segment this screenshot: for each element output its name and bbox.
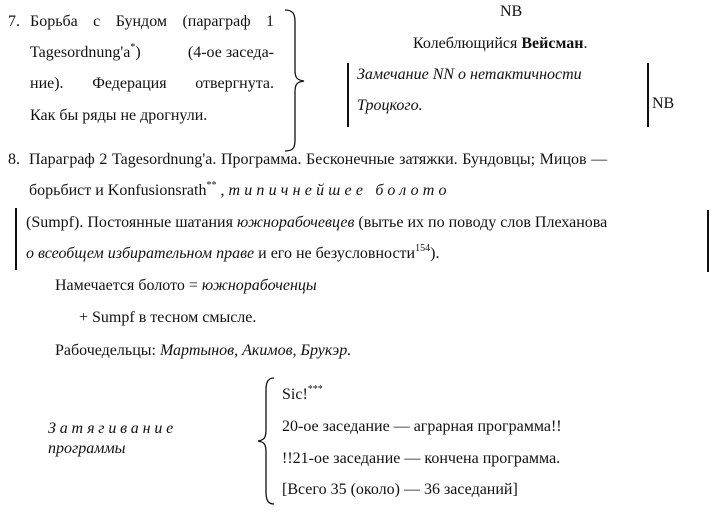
delay-label-line-1: Затягивание [48,420,178,437]
item-8-line-3: (Sumpf). Постоянные шатания южнорабочевцев (вытье их по поводу слов Плеханова [26,214,608,231]
item-7-line-2 [30,43,274,63]
rabochedeltsy-names: Мартынов, Акимов, Брукэр. [159,342,352,359]
remark-left-rule [347,63,349,127]
swamp-line-3: Рабочедельцы: Мартынов, Акимов, Брукэр. [55,342,352,359]
item-7-line-3: ние). Федерация отвергнута. [30,75,274,92]
swamp-line-2: + Sumpf в тесном смысле. [79,309,257,326]
item-8-number: 8. [8,151,20,168]
item-8-right-rule [707,210,709,272]
delay-item-session-20: 20-ое заседание — аграрная программа!! [282,418,562,435]
item-7-line-1: Борьба с Бундом (параграф 1 [30,13,274,30]
nb-mark-top: NB [500,3,523,20]
right-brace-icon [283,8,307,153]
delay-item-session-21: !!21-ое заседание — кончена программа. [282,450,561,467]
delay-item-total: [Всего 35 (около) — 36 заседаний] [282,481,518,498]
delay-item-sic: Sic!*** [282,384,323,403]
nb-mark-side: NB [652,95,675,112]
south-workers-emphasis: южнорабоченцы [201,277,317,294]
weisman-name: Вейсман [521,35,584,52]
remark-right-rule [647,63,649,127]
item-7-number: 7. [8,13,20,30]
trotsky-remark-line-2: Троцкого. [357,97,423,114]
footnote-marker: ** [206,180,217,191]
item-8-left-rule [15,208,17,270]
universal-suffrage-emphasis: о всеобщем избирательном праве [26,245,255,262]
typical-swamp-emphasis: типичнейшее болото [228,182,451,199]
note-reference: 154 [415,243,431,254]
swamp-line-1: Намечается болото = южнорабоченцы [55,277,317,294]
trotsky-remark-line-1: Замечание NN о нетактичности [357,66,582,83]
footnote-marker: *** [307,384,323,395]
weisman-line: Колеблющийся Вейсман. [413,35,588,52]
south-workers-emphasis: южнорабочевцев [236,214,355,231]
item-8-line-1: Параграф 2 Tagesordnung'a. Программа. Бесконечные затяжки. Бундовцы; Мицов — [29,151,608,168]
delay-label-line-2: программы [48,440,126,457]
tagesordnung-ref: Tagesordnung'a*) [30,42,141,61]
session-ref: (4-ое заседа- [187,44,274,61]
footnote-marker: * [130,42,136,53]
item-7-line-4: Как бы ряды не дрогнули. [30,107,208,124]
item-8-line-2: борьбист и Konfusionsrath** , типичнейшее болото [29,180,451,199]
left-brace-icon [257,376,277,506]
item-8-line-4: о всеобщем избирательном праве и его не безусловности$^{154}$). [26,243,440,262]
